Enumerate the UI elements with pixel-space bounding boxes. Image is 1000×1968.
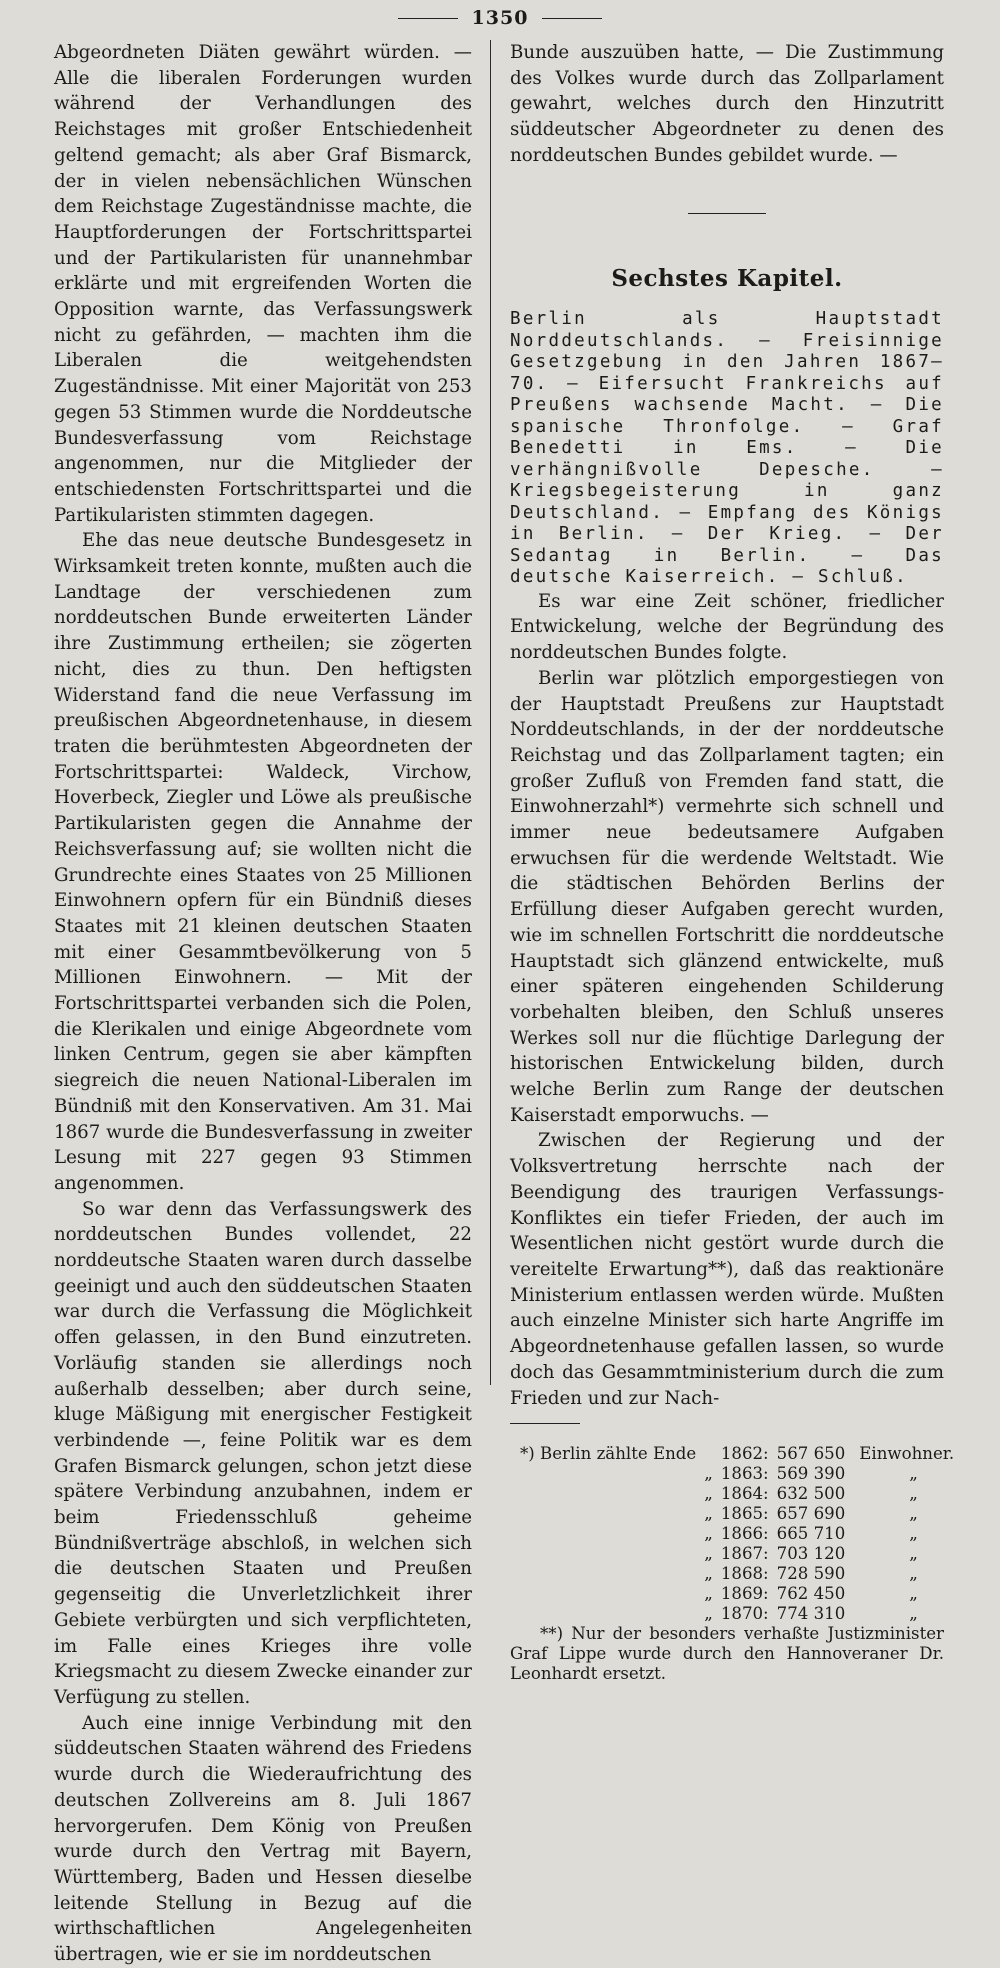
- ditto-mark: „: [704, 1484, 713, 1504]
- right-paragraph-3: Zwischen der Regierung und der Volksvertretung herrschte nach der Beendigung des traurigen Verfassungs-Konfliktes ein tiefer Frieden, der auch im Wesentlichen nicht gestört wurde durch die vereitelte Erwartung**), daß das reaktionäre Ministerium entlassen werden würde. Mußten auch einzelne Minister sich harte Angriffe im Abgeordnetenhause gefallen lassen, so wurde doch das Gesammtministerium durch die zum Frieden und zur Nach-: [510, 1130, 944, 1409]
- population-row: [516, 1524, 958, 1544]
- chapter-summary: Berlin als Hauptstadt Norddeutschlands. — Freisinnige Gesetzgebung in den Jahren 1867—70. — Eifersucht Frankreichs auf Preußens wachsende Macht. — Die spanische Thronfolge. — Graf Benedetti in Ems. — Die verhängnißvolle Depesche. — Kriegsbegeisterung in ganz Deutschland. — Empfang des Königs in Berlin. — Der Krieg. — Der Sedantag in Berlin. — Das deutsche Kaiserreich. — Schluß.: [510, 309, 944, 588]
- population-value: 703 120: [776, 1544, 846, 1564]
- section-separator: [688, 213, 766, 214]
- population-row: [516, 1464, 958, 1484]
- population-row: [516, 1484, 958, 1504]
- page-header: [0, 4, 1000, 32]
- left-column: [54, 40, 472, 1968]
- population-value: 762 450: [776, 1584, 846, 1604]
- ditto-mark: „: [704, 1544, 713, 1564]
- ditto-mark: „: [704, 1524, 713, 1544]
- population-year: 1868:: [720, 1564, 769, 1584]
- ditto-mark: „: [704, 1604, 713, 1624]
- population-year: 1866:: [720, 1524, 769, 1544]
- population-value: 567 650: [776, 1444, 846, 1464]
- ditto-mark: „: [704, 1504, 713, 1524]
- right-paragraph-2: Berlin war plötzlich emporgestiegen von der Hauptstadt Preußens zur Hauptstadt Norddeutschlands, in der der norddeutsche Reichstag und das Zollparlament tagten; ein großer Zufluß von Fremden fand statt, die Einwohnerzahl*) vermehrte sich schnell und immer neue bedeutsamere Aufgaben erwuchsen für die werdende Weltstadt. Wie die städtischen Behörden Berlins der Erfüllung dieser Aufgaben gerecht wurden, wie im schnellen Fortschritt die norddeutsche Hauptstadt sich glänzend entwickelte, muß einer späteren eingehenden Schilderung vorbehalten bleiben, den Schluß unseres Werkes soll nur die flüchtige Darlegung der historischen Entwickelung bilden, durch welche Berlin zum Range der deutschen Kaiserstadt emporwuchs. —: [510, 667, 944, 1126]
- population-unit: „: [909, 1524, 918, 1544]
- right-column: [510, 40, 955, 1684]
- header-rule-right: [542, 18, 602, 19]
- population-year: 1864:: [720, 1484, 769, 1504]
- population-value: 728 590: [776, 1564, 846, 1584]
- population-unit: „: [909, 1584, 918, 1604]
- population-table: [516, 1444, 958, 1624]
- population-year: 1865:: [720, 1504, 769, 1524]
- population-prefix: [516, 1584, 700, 1604]
- population-row: [516, 1604, 958, 1624]
- ditto-mark: „: [704, 1584, 713, 1604]
- left-paragraph-4: Auch eine innige Verbindung mit den süddeutschen Staaten während des Friedens wurde durch die Wiederaufrichtung des deutschen Zollvereins am 8. Juli 1867 hervorgerufen. Dem König von Preußen wurde durch den Vertrag mit Bayern, Württemberg, Baden und Hessen dieselbe leitende Stellung in Bezug auf die wirthschaftlichen Angelegenheiten übertragen, wie er sie im norddeutschen: [54, 1712, 472, 1966]
- population-value: 774 310: [776, 1604, 846, 1624]
- left-paragraph-2: Ehe das neue deutsche Bundesgesetz in Wirksamkeit treten konnte, mußten auch die Landtage der verschiedenen zum norddeutschen Bunde erweiterten Länder ihre Zustimmung ertheilen; sie zögerten nicht, dies zu thun. Den heftigsten Widerstand fand die neue Verfassung im preußischen Abgeordnetenhause, in diesem traten die berühmtesten Abgeordneten der Fortschrittspartei: Waldeck, Virchow, Hoverbeck, Ziegler und Löwe als preußische Partikularisten gegen die Annahme der Reichsverfassung auf; sie wollten nicht die Grundrechte eines Staates von 25 Millionen Einwohnern opfern für ein Bündniß dieses Staates mit 21 kleinen deutschen Staaten mit einer Gesammtbevölkerung von 5 Millionen Einwohnern. — Mit der Fortschrittspartei verbanden sich die Polen, die Klerikalen und einige Abgeordnete vom linken Centrum, gegen sie aber kämpften siegreich die neuen National-Liberalen im Bündniß mit den Konservativen. Am 31. Mai 1867 wurde die Bundesverfassung in zweiter Lesung mit 227 gegen 93 Stimmen angenommen.: [54, 530, 472, 1194]
- population-row: [516, 1504, 958, 1524]
- population-prefix: [516, 1564, 700, 1584]
- population-year: 1869:: [720, 1584, 769, 1604]
- population-prefix: [516, 1464, 700, 1484]
- population-unit: „: [909, 1564, 918, 1584]
- right-paragraph-1: Es war eine Zeit schöner, friedlicher Entwickelung, welche der Begründung des norddeutschen Bundes folgte.: [510, 590, 944, 664]
- population-unit: „: [909, 1504, 918, 1524]
- footnote-rule: [510, 1423, 580, 1424]
- ditto-mark: „: [704, 1564, 713, 1584]
- ditto-mark: „: [704, 1464, 713, 1484]
- header-rule-left: [398, 18, 458, 19]
- population-year: 1870:: [720, 1604, 769, 1624]
- footnote-minister: **) Nur der besonders verhaßte Justizminister Graf Lippe wurde durch den Hannoveraner Dr. Leonhardt ersetzt.: [510, 1624, 944, 1684]
- population-prefix: [516, 1544, 700, 1564]
- population-unit: Einwohner.: [859, 1444, 955, 1464]
- population-value: 657 690: [776, 1504, 846, 1524]
- population-year: 1862:: [720, 1444, 769, 1464]
- population-value: 632 500: [776, 1484, 846, 1504]
- population-value: 569 390: [776, 1464, 846, 1484]
- population-prefix: [516, 1484, 700, 1504]
- population-unit: „: [909, 1464, 918, 1484]
- left-paragraph-1: Abgeordneten Diäten gewährt würden. — Alle die liberalen Forderungen wurden während der Verhandlungen des Reichstages mit großer Entschiedenheit geltend gemacht; als aber Graf Bismarck, der in vielen nebensächlichen Wünschen dem Reichstage Zugeständnisse machte, die Hauptforderungen der Fortschrittspartei und der Partikularisten für unannehmbar erklärte und mit ergreifenden Worten die Opposition warnte, das Verfassungswerk nicht zu gefährden, — machten ihm die Liberalen die weitgehendsten Zugeständnisse. Mit einer Majorität von 253 gegen 53 Stimmen wurde die Norddeutsche Bundesverfassung vom Reichstage angenommen, nur die Mitglieder der entschiedensten Fortschrittspartei und die Partikularisten stimmten dagegen.: [54, 42, 472, 526]
- population-unit: „: [909, 1604, 918, 1624]
- population-row: [516, 1564, 958, 1584]
- population-prefix: [516, 1604, 700, 1624]
- population-row: [516, 1584, 958, 1604]
- population-year: 1867:: [720, 1544, 769, 1564]
- page-number: 1350: [471, 7, 529, 29]
- population-row: [516, 1544, 958, 1564]
- footnote-population: [510, 1444, 955, 1624]
- population-prefix: [516, 1504, 700, 1524]
- population-unit: „: [909, 1484, 918, 1504]
- chapter-title: Sechstes Kapitel.: [611, 264, 843, 292]
- right-intro-paragraph: Bunde auszuüben hatte, — Die Zustimmung des Volkes wurde durch das Zollparlament gewahrt, welches durch den Hinzutritt süddeutscher Abgeordneter zu denen des norddeutschen Bundes gebildet wurde. —: [510, 42, 944, 166]
- column-divider: [490, 40, 491, 1385]
- population-prefix: *) Berlin zählte Ende: [520, 1444, 697, 1464]
- population-year: 1863:: [720, 1464, 769, 1484]
- ditto-mark: [700, 1444, 717, 1464]
- left-paragraph-3: So war denn das Verfassungswerk des norddeutschen Bundes vollendet, 22 norddeutsche Staaten waren durch dasselbe geeinigt und auch den süddeutschen Staaten war durch die Verfassung die Möglichkeit offen gelassen, in den Bund einzutreten. Vorläufig standen sie allerdings noch außerhalb desselben; aber durch seine, kluge Mäßigung mit energischer Festigkeit verbindende —, feine Politik war es dem Grafen Bismarck gelungen, schon jetzt diese spätere Verbindung anzubahnen, indem er beim Friedensschluß geheime Bündnißverträge abschloß, in welchen sich die deutschen Staaten und Preußen gegenseitig die Unverletzlichkeit ihrer Gebiete verbürgten und sich verpflichteten, im Falle eines Krieges ihre volle Kriegsmacht zu diesem Zwecke einander zur Verfügung zu stellen.: [54, 1198, 472, 1708]
- population-prefix: [516, 1524, 700, 1544]
- population-unit: „: [909, 1544, 918, 1564]
- population-row: [516, 1444, 958, 1464]
- population-value: 665 710: [776, 1524, 846, 1544]
